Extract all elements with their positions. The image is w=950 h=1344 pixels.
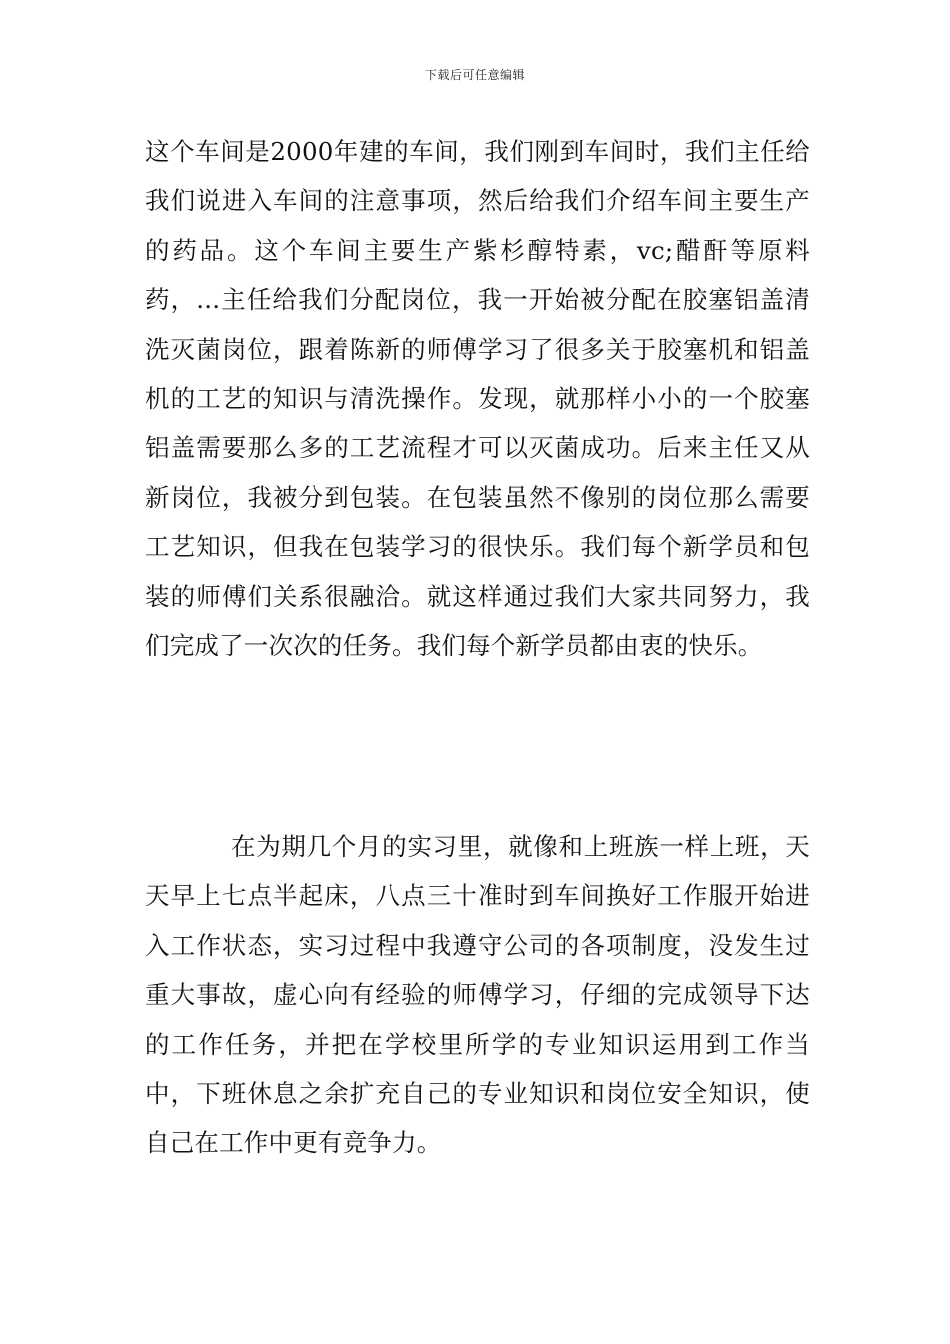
header-note: 下载后可任意编辑 (424, 68, 525, 82)
paragraph-internship-summary: 在为期几个月的实习里，就像和上班族一样上班，天天早上七点半起床，八点三十准时到车间换好工作服开始进入工作状态，实习过程中我遵守公司的各项制度，没发生过重大事故，虚心向有经验的师傅学习，仔细的完成领导下达的工作任务，并把在学校里所学的专业知识运用到工作当中，下班休息之余扩充自己的专业知识和岗位安全知识，使自己在工作中更有竞争力。 (145, 832, 810, 1158)
paragraph-workshop-intro: 这个车间是2000年建的车间，我们刚到车间时，我们主任给我们说进入车间的注意事项，然后给我们介绍车间主要生产的药品。这个车间主要生产紫杉醇特素，vc;醋酐等原料药，...主任给我们分配岗位，我一开始被分配在胶塞铝盖清洗灭菌岗位，跟着陈新的师傅学习了很多关于胶塞机和铝盖机的工艺的知识与清洗操作。发现，就那样小小的一个胶塞铝盖需要那么多的工艺流程才可以灭菌成功。后来主任又从新岗位，我被分到包装。在包装虽然不像别的岗位那么需要工艺知识，但我在包装学习的很快乐。我们每个新学员和包装的师傅们关系很融洽。就这样通过我们大家共同努力，我们完成了一次次的任务。我们每个新学员都由衷的快乐。 (145, 137, 810, 661)
